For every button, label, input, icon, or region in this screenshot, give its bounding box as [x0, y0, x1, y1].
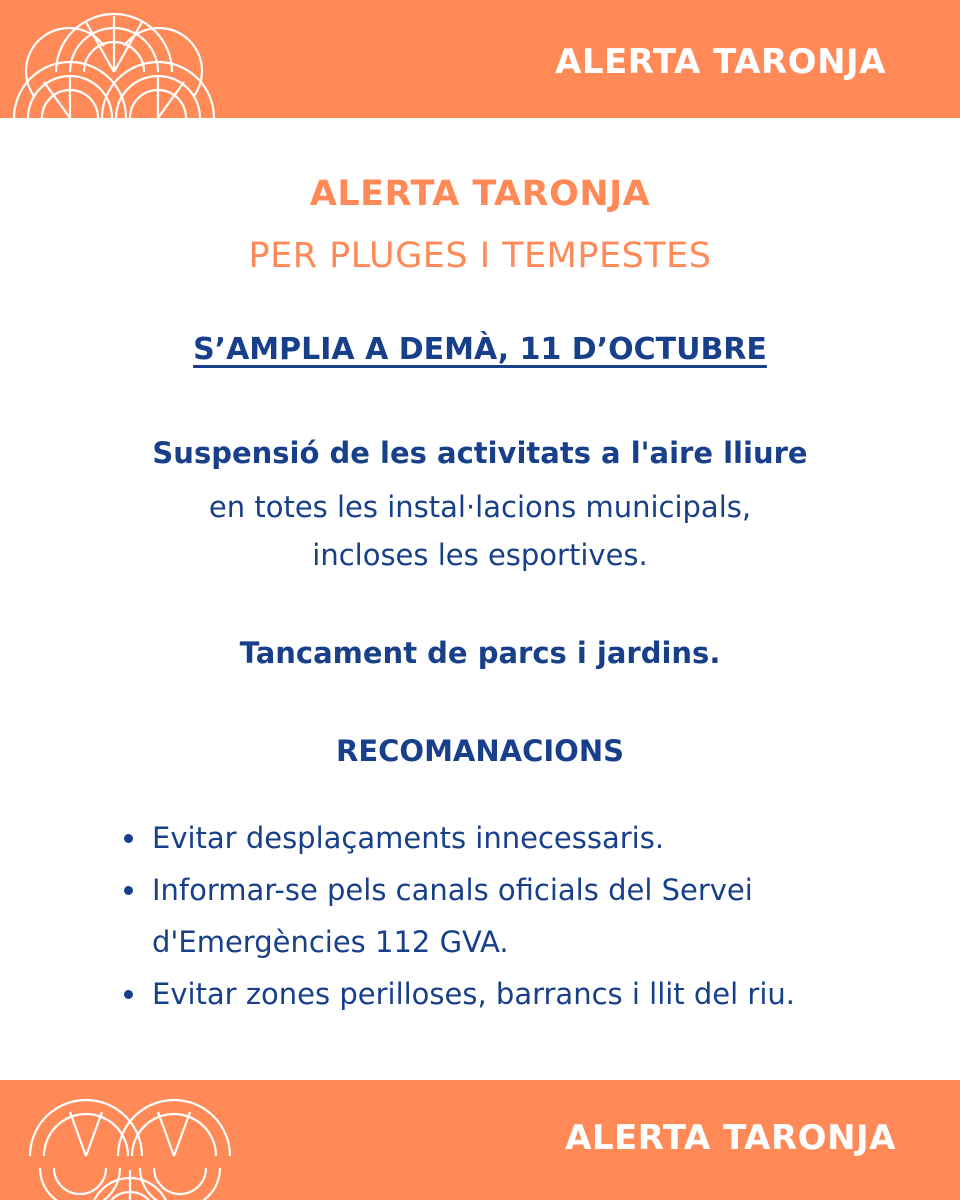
parks-closing-notice: Tancament de parcs i jardins.	[239, 636, 721, 670]
recommendation-item: Evitar desplaçaments innecessaris.	[120, 812, 900, 864]
alert-content	[0, 118, 960, 1080]
recommendation-item: Informar-se pels canals oficials del Servei d'Emergències 112 GVA.	[120, 864, 900, 968]
header-band	[0, 0, 960, 118]
recommendation-item: Evitar zones perilloses, barrancs i llit del riu.	[120, 968, 900, 1020]
footer-band	[0, 1080, 960, 1200]
extension-date-notice	[0, 332, 960, 367]
fan-flower-ornament-icon	[18, 1080, 248, 1200]
bullet-icon	[124, 834, 133, 843]
fan-flower-ornament-icon	[4, 0, 224, 118]
suspension-line-1: en totes les instal·lacions municipals,	[208, 490, 752, 524]
extension-date-text: S’AMPLIA A DEMÀ, 11 D’OCTUBRE	[193, 332, 767, 367]
header-badge-title: ALERTA TARONJA	[555, 42, 886, 82]
footer-badge-title: ALERTA TARONJA	[565, 1118, 896, 1158]
recommendations-heading: RECOMANACIONS	[336, 734, 624, 768]
bullet-icon	[124, 886, 133, 895]
bullet-icon	[124, 990, 133, 999]
suspension-heading: Suspensió de les activitats a l'aire lliure	[152, 436, 808, 470]
suspension-line-2: incloses les esportives.	[312, 538, 648, 572]
recommendations-list	[120, 812, 900, 1020]
alert-subtitle: PER PLUGES I TEMPESTES	[248, 236, 712, 276]
alert-title: ALERTA TARONJA	[309, 174, 651, 214]
